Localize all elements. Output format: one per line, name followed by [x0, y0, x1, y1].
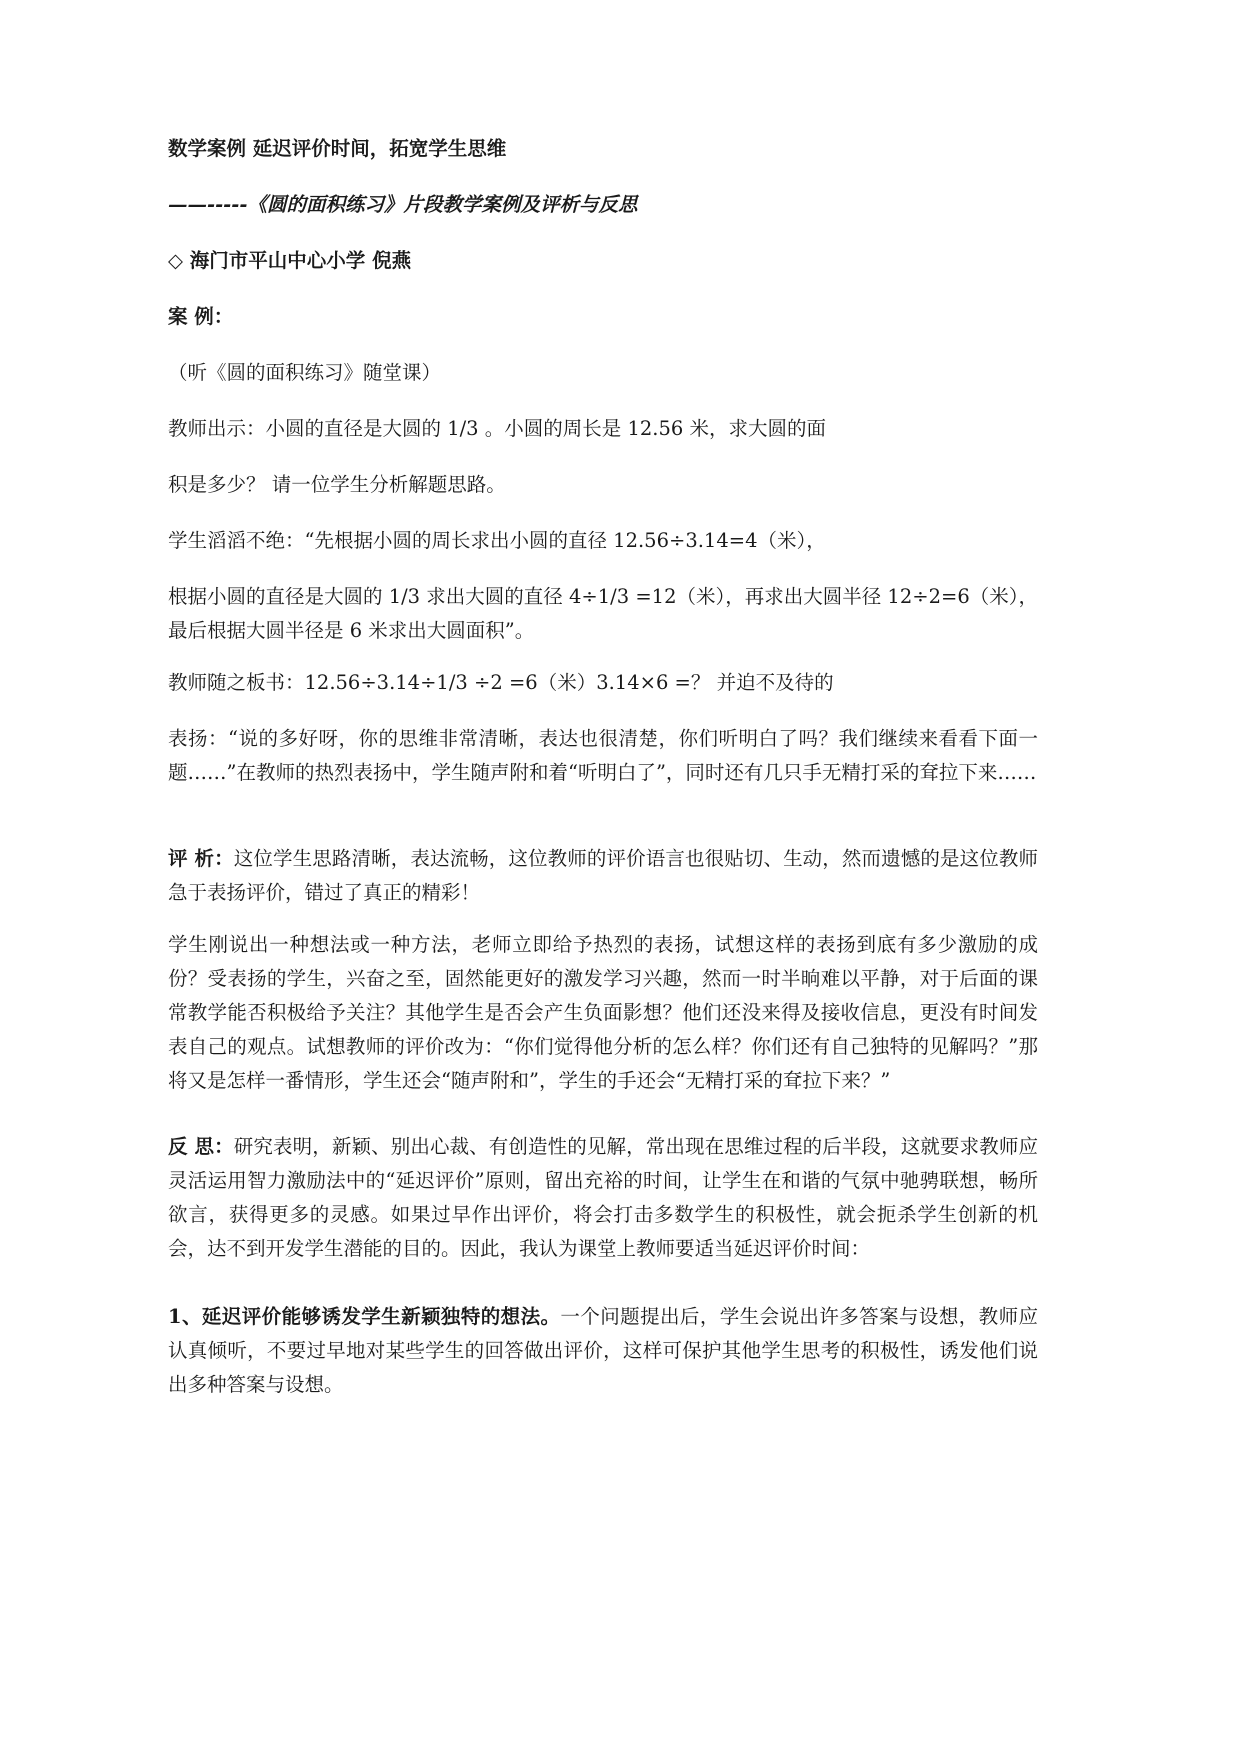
document-subtitle: ——-----《圆的面积练习》片段教学案例及评析与反思 [168, 193, 638, 216]
problem-line-2: 积是多少？ 请一位学生分析解题思路。 [168, 473, 506, 496]
reflection-text: 研究表明，新颖、别出心裁、有创造性的见解，常出现在思维过程的后半段，这就要求教师应灵活运用智力激励法中的“延迟评价”原则，留出充裕的时间，让学生在和谐的气氛中驰骋联想，畅所欲言，获得更多的灵感。如果过早作出评价，将会打击多数学生的积极性，就会扼杀学生创新的机会，达不到开发学生潜能的目的。因此，我认为课堂上教师要适当延迟评价时间： [168, 1135, 1038, 1260]
analysis-paragraph-1 [168, 842, 1038, 910]
praise-paragraph: 表扬：“说的多好呀，你的思维非常清晰，表达也很清楚，你们听明白了吗？我们继续来看看下面一题……”在教师的热烈表扬中，学生随声附和着“听明白了”，同时还有几只手无精打采的耷拉下来…… [168, 727, 1038, 784]
student-answer-line-1: 学生滔滔不绝：“先根据小圆的周长求出小圆的直径 12.56÷3.14=4（米）， [168, 529, 826, 552]
analysis-text: 这位学生思路清晰，表达流畅，这位教师的评价语言也很贴切、生动，然而遗憾的是这位教师急于表扬评价，错过了真正的精彩！ [168, 847, 1038, 904]
document-title: 数学案例 延迟评价时间，拓宽学生思维 [168, 137, 507, 160]
board-writing: 教师随之板书：12.56÷3.14÷1/3 ÷2 =6（米）3.14×6 =？ 并迫不及待的 [168, 671, 834, 694]
case-heading: 案 例： [168, 305, 234, 328]
analysis-label: 评 析： [168, 847, 234, 870]
point-1-label: 1、延迟评价能够诱发学生新颖独特的想法。 [168, 1305, 561, 1328]
reflection-paragraph [168, 1130, 1038, 1266]
point-1-paragraph [168, 1300, 1038, 1402]
point-1-text: 一个问题提出后，学生会说出许多答案与设想，教师应认真倾听，不要过早地对某些学生的回答做出评价，这样可保护其他学生思考的积极性，诱发他们说出多种答案与设想。 [168, 1305, 1038, 1396]
case-note: （听《圆的面积练习》随堂课） [168, 361, 442, 384]
analysis-paragraph-2: 学生刚说出一种想法或一种方法，老师立即给予热烈的表扬，试想这样的表扬到底有多少激励的成份？受表扬的学生，兴奋之至，固然能更好的激发学习兴趣，然而一时半晌难以平静，对于后面的课常教学能否积极给予关注？其他学生是否会产生负面影想？他们还没来得及接收信息，更没有时间发表自己的观点。试想教师的评价改为：“你们觉得他分析的怎么样？你们还有自己独特的见解吗？”那将又是怎样一番情形，学生还会“随声附和”，学生的手还会“无精打采的耷拉下来？” [168, 933, 1038, 1092]
student-answer-line-2: 根据小圆的直径是大圆的 1/3 求出大圆的直径 4÷1/3 =12（米），再求出大圆半径 12÷2=6（米），最后根据大圆半径是 6 米求出大圆面积”。 [168, 585, 1038, 642]
author-line: ◇ 海门市平山中心小学 倪燕 [168, 249, 412, 272]
reflection-label: 反 思： [168, 1135, 234, 1158]
problem-line-1: 教师出示：小圆的直径是大圆的 1/3 。小圆的周长是 12.56 米，求大圆的面 [168, 417, 827, 440]
